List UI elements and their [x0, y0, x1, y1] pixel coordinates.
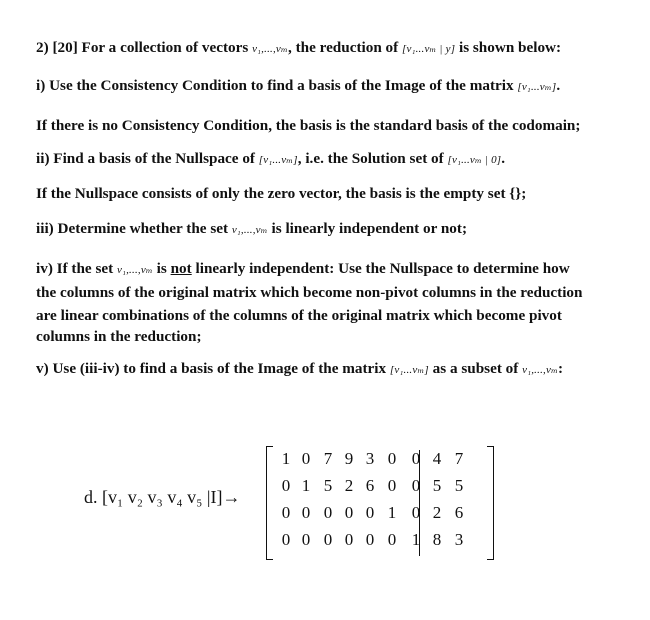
- matrix-cell: 1: [301, 476, 311, 495]
- matrix-cell: 0: [411, 449, 421, 468]
- vector-list: v₁,...,vₘ: [231, 224, 268, 236]
- part-ii-note: If the Nullspace consists of only the zero vector, the basis is the empty set {};: [36, 185, 527, 202]
- matrix-cell: 0: [281, 530, 291, 549]
- matrix-cell: 7: [323, 449, 333, 468]
- reduced-matrix: [266, 446, 494, 560]
- matrix-cell: 9: [344, 449, 354, 468]
- part-iv-line-4: columns in the reduction;: [36, 328, 202, 345]
- matrix-cell: 0: [323, 530, 333, 549]
- matrix-cell: 0: [301, 449, 311, 468]
- matrix-cell: 5: [432, 476, 442, 495]
- part-i-note: If there is no Consistency Condition, the basis is the standard basis of the codomain;: [36, 117, 581, 134]
- matrix-cell: 0: [411, 503, 421, 522]
- part-v: v) Use (iii-iv) to find a basis of the Image of the matrix [v₁...vₘ] as a subset of v₁,...,vₘ:: [36, 360, 564, 377]
- matrix-cell: 0: [344, 530, 354, 549]
- matrix-cell: 0: [387, 476, 397, 495]
- matrix-cell: 3: [454, 530, 464, 549]
- matrix-cell: 0: [301, 530, 311, 549]
- matrix-cell: 8: [432, 530, 442, 549]
- matrix-notation: [v₁...vₘ]: [389, 364, 429, 376]
- matrix-cell: 4: [432, 449, 442, 468]
- left-bracket: [266, 446, 273, 560]
- problem-header: 2) [20] For a collection of vectors v₁,...,vₘ, the reduction of [v₁...vₘ | y] is shown below:: [36, 39, 562, 56]
- part-iv: iv) If the set v₁,...,vₘ is not linearly independent: Use the Nullspace to determine how: [36, 260, 570, 277]
- vector-list: v₁,...,vₘ: [252, 43, 288, 55]
- matrix-cell: 0: [387, 449, 397, 468]
- equation-label: d. [v₁ v₂ v₃ v₄ v₅ |I]→: [84, 487, 241, 507]
- vector-list: v₁,...,vₘ: [522, 364, 559, 376]
- matrix-cell: 1: [387, 503, 397, 522]
- part-iii: iii) Determine whether the set v₁,...,vₘ is linearly independent or not;: [36, 220, 468, 237]
- part-i: i) Use the Consistency Condition to find a basis of the Image of the matrix [v₁...vₘ].: [36, 77, 561, 94]
- matrix-cell: 2: [432, 503, 442, 522]
- part-iv-line-2: the columns of the original matrix which become non-pivot columns in the reduction: [36, 284, 583, 301]
- matrix-cell: 1: [281, 449, 291, 468]
- matrix-cell: 0: [411, 476, 421, 495]
- matrix-cell: 5: [454, 476, 464, 495]
- part-ii: ii) Find a basis of the Nullspace of [v₁...vₘ], i.e. the Solution set of [v₁...vₘ | 0].: [36, 150, 506, 167]
- matrix-cell: 1: [411, 530, 421, 549]
- right-bracket: [487, 446, 494, 560]
- matrix-cell: 7: [454, 449, 464, 468]
- matrix-cell: 0: [365, 530, 375, 549]
- matrix-cell: 6: [454, 503, 464, 522]
- matrix-cell: 0: [281, 476, 291, 495]
- matrix-cell: 0: [301, 503, 311, 522]
- augmented-matrix: [v₁...vₘ | y]: [402, 43, 456, 55]
- matrix-cell: 6: [365, 476, 375, 495]
- matrix-cell: 0: [387, 530, 397, 549]
- augmented-matrix-zero: [v₁...vₘ | 0]: [447, 154, 502, 166]
- part-iv-line-3: are linear combinations of the columns of the original matrix which become pivot: [36, 307, 562, 324]
- matrix-cell: 2: [344, 476, 354, 495]
- matrix-notation: [v₁...vₘ]: [517, 81, 557, 93]
- matrix-cell: 0: [281, 503, 291, 522]
- matrix-cell: 0: [365, 503, 375, 522]
- vector-list: v₁,...,vₘ: [116, 264, 153, 276]
- matrix-notation: [v₁...vₘ]: [258, 154, 298, 166]
- matrix-cell: 0: [323, 503, 333, 522]
- matrix-cell: 5: [323, 476, 333, 495]
- equation-matrix-label: [v₁ v₂ v₃ v₄ v₅ |I]→: [102, 487, 241, 507]
- matrix-cell: 0: [344, 503, 354, 522]
- underlined-not: not: [170, 260, 192, 277]
- matrix-cell: 3: [365, 449, 375, 468]
